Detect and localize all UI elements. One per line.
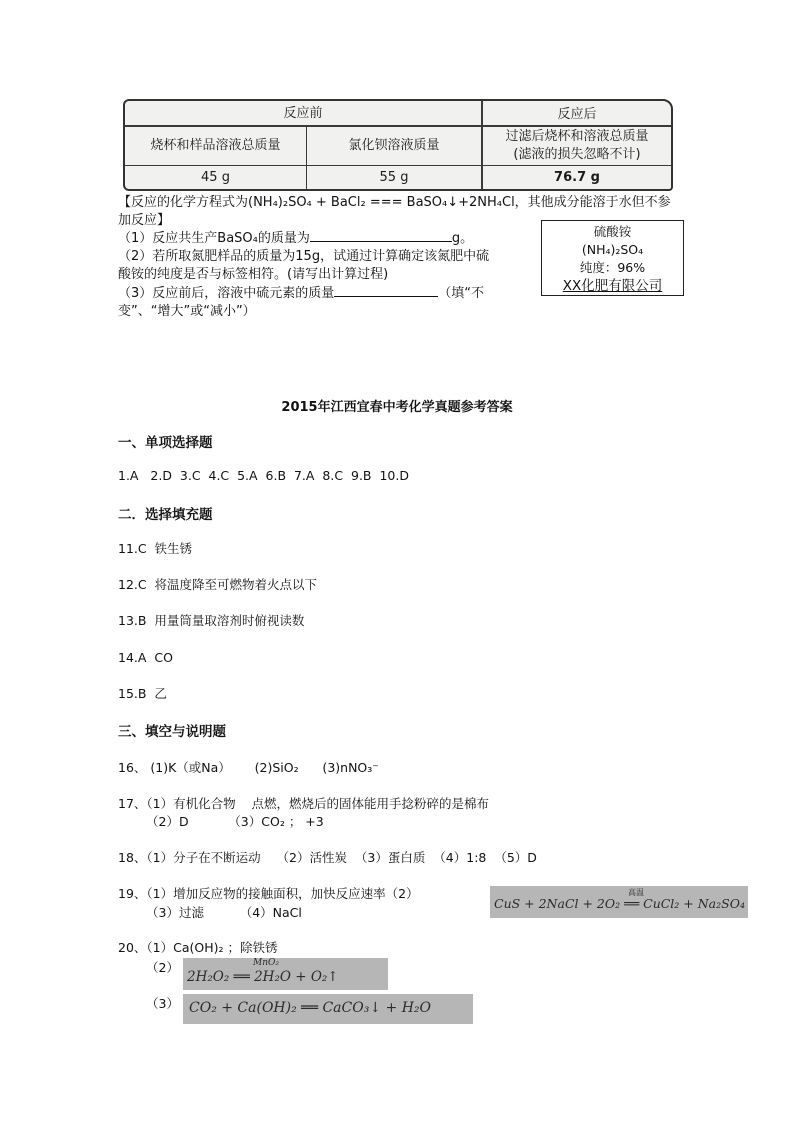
answer-line: （2）D （3）CO₂ ； +3 <box>146 814 324 829</box>
question-3 <box>118 285 484 303</box>
question-3-text: （3）反应前后，溶液中硫元素的质量 <box>118 286 335 301</box>
label-formula: (NH₄)₂SO₄ <box>581 242 644 257</box>
question-1 <box>118 230 473 248</box>
section-heading: 三、填空与说明题 <box>118 724 226 740</box>
question-1-text: （1）反应共生产BaSO₄的质量为 <box>118 231 310 246</box>
label-name: 硫酸铵 <box>593 224 632 239</box>
answer-line: （3）过滤 （4）NaCl <box>146 905 302 920</box>
product-label <box>541 220 684 296</box>
table-col-header: 过滤后烧杯和溶液总质量 <box>505 129 649 144</box>
reaction-equation-cont: 加反应】 <box>118 213 171 228</box>
handwritten-equation-19 <box>490 886 748 918</box>
question-3-hint: （填“不 <box>438 286 485 301</box>
table-header-before: 反应前 <box>283 106 323 121</box>
question-3-line2: 变”、“增大”或“减小”） <box>118 304 256 319</box>
answer-blank[interactable] <box>310 241 452 242</box>
question-1-unit: g。 <box>451 231 474 246</box>
answer-line: （3） <box>146 996 179 1011</box>
answer-line: 20、（1）Ca(OH)₂ ；除铁锈 <box>118 940 278 955</box>
answer-blank[interactable] <box>334 296 438 297</box>
answer-line: 19、（1）增加反应物的接触面积，加快反应速率（2） <box>118 886 419 901</box>
reaction-condition: 高温 <box>628 888 644 897</box>
handwritten-equation-20-2 <box>183 958 388 990</box>
question-2-line2: 酸铵的纯度是否与标签相符。(请写出计算过程) <box>118 267 389 282</box>
equation-text: 2H₂O₂ ══ 2H₂O + O₂↑ <box>187 969 339 985</box>
data-table <box>123 99 673 191</box>
reaction-condition: MnO₂ <box>253 958 279 968</box>
answer-line: 16、 (1)K（或Na） (2)SiO₂ (3)nNO₃⁻ <box>118 760 379 775</box>
table-cell: 55 g <box>379 170 409 185</box>
answer-line: 18、（1）分子在不断运动 （2）活性炭 （3）蛋白质 （4）1:8 （5）D <box>118 850 537 865</box>
answer-line: 14.A CO <box>118 650 173 665</box>
answer-line: 12.C 将温度降至可燃物着火点以下 <box>118 577 318 592</box>
label-purity: 纯度：96% <box>579 260 646 275</box>
table-divider <box>125 165 671 166</box>
label-company: XX化肥有限公司 <box>562 278 663 294</box>
answer-line: 13.B 用量筒量取溶剂时俯视读数 <box>118 613 305 628</box>
table-col-header: (滤液的损失忽略不计) <box>513 147 641 162</box>
answers-title: 2015年江西宜春中考化学真题参考答案 <box>281 400 513 415</box>
table-cell: 45 g <box>201 170 230 185</box>
answer-line: 1.A 2.D 3.C 4.C 5.A 6.B 7.A 8.C 9.B 10.D <box>118 468 409 483</box>
answer-line: （2） <box>146 960 179 975</box>
section-heading: 一、单项选择题 <box>118 435 213 451</box>
question-2-line1: （2）若所取氮肥样品的质量为15g，试通过计算确定该氮肥中硫 <box>118 249 490 264</box>
equation-text: CuS + 2NaCl + 2O₂ ══ CuCl₂ + Na₂SO₄ <box>494 896 745 911</box>
table-header-after: 反应后 <box>557 107 597 122</box>
answer-line: 11.C 铁生锈 <box>118 541 193 556</box>
answer-line: 15.B 乙 <box>118 686 167 701</box>
table-col-header: 烧杯和样品溶液总质量 <box>150 138 281 153</box>
table-col-header: 氯化钡溶液质量 <box>348 138 440 153</box>
reaction-equation: 【反应的化学方程式为(NH₄)₂SO₄ + BaCl₂ === BaSO₄↓+2NH₄Cl，其他成分能溶于水但不参 <box>118 195 671 210</box>
answer-line: 17、（1）有机化合物 点燃，燃烧后的固体能用手捻粉碎的是棉布 <box>118 796 490 811</box>
equation-text: CO₂ + Ca(OH)₂ ══ CaCO₃↓ + H₂O <box>189 1000 431 1016</box>
table-cell: 76.7 g <box>554 170 600 185</box>
section-heading: 二．选择填充题 <box>118 507 213 523</box>
handwritten-equation-20-3 <box>183 994 473 1024</box>
table-divider <box>125 125 671 127</box>
